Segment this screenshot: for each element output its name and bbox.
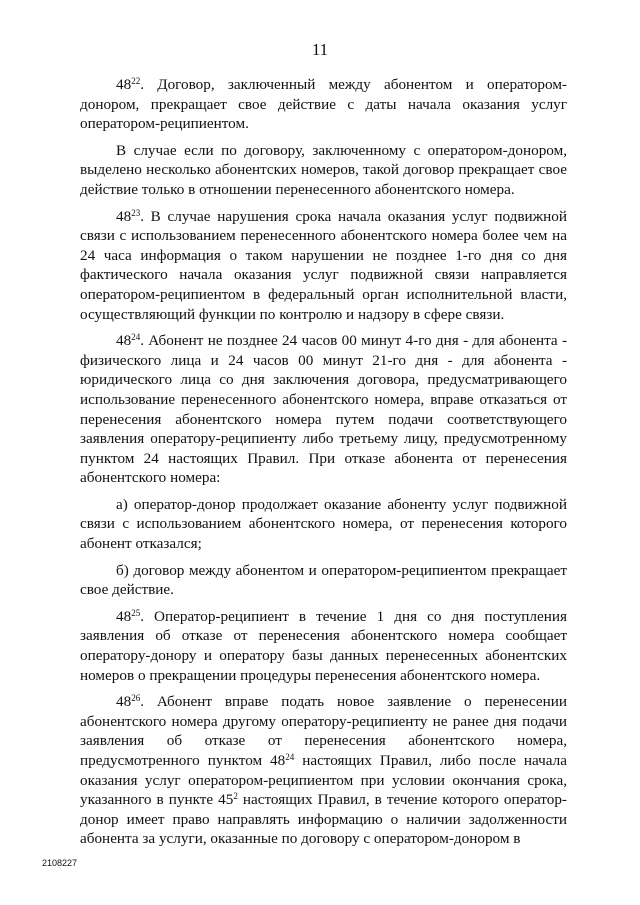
paragraph xyxy=(80,495,567,554)
superscript: 26 xyxy=(131,693,141,704)
text-run: 48 xyxy=(116,207,132,225)
text-run: 48 xyxy=(116,332,132,350)
text-run: 48 xyxy=(116,76,132,93)
text-run: 48 xyxy=(116,693,132,711)
paragraph xyxy=(80,331,567,488)
document-code: 2108227 xyxy=(42,858,78,868)
paragraph xyxy=(80,141,567,200)
text-run: а) оператор-донор продолжает оказание абоненту услуг подвижной связи с использованием абонентского номера, от перенесения которого абонент отказался; xyxy=(80,495,567,553)
text-run: 48 xyxy=(116,607,132,625)
paragraph xyxy=(80,692,567,849)
superscript: 25 xyxy=(131,607,141,618)
superscript: 2 xyxy=(233,791,238,802)
text-run: . Абонент вправе подать новое заявление о перенесении абонентского номера другому оператору-реципиенту не ранее дня подачи заявления об отказе от перенесения абонентского номера, предусмотренного пунктом 48 xyxy=(80,693,567,769)
paragraph xyxy=(80,607,567,685)
text-run: б) договор между абонентом и оператором-реципиентом прекращает свое действие. xyxy=(80,561,567,599)
text-run: . Договор, заключенный между абонентом и оператором-донором, прекращает свое действие с даты начала оказания услуг оператором-реципиентом. xyxy=(80,76,567,133)
paragraph xyxy=(80,561,567,600)
paragraph xyxy=(80,207,567,325)
superscript: 23 xyxy=(131,207,141,218)
text-run: настоящих Правил, либо после начала оказания услуг оператором-реципиентом при условии окончания срока, указанного в пункте 45 xyxy=(80,752,567,809)
document-body xyxy=(80,75,567,849)
superscript: 24 xyxy=(285,752,295,762)
text-run: настоящих Правил, в течение которого оператор-донор имеет право направлять информацию о наличии задолженности абонента за услуги, оказанные по договору с оператором-донором в xyxy=(80,791,567,848)
page-number: 11 xyxy=(311,40,329,59)
superscript: 24 xyxy=(131,332,141,343)
superscript: 22 xyxy=(131,76,141,86)
text-run: В случае если по договору, заключенному с оператором-донором, выделено несколько абонентских номеров, такой договор прекращает свое действие только в отношении перенесенного абонентского номера. xyxy=(80,141,567,198)
text-run: . Оператор-реципиент в течение 1 дня со дня поступления заявления об отказе от перенесения абонентского номера сообщает оператору-донору и оператору базы данных перенесенных абонентских номеров о прекращении процедуры перенесения абонентского номера. xyxy=(80,607,567,684)
text-run: . В случае нарушения срока начала оказания услуг подвижной связи с использованием перенесенного абонентского номера более чем на 24 часа информация о таком нарушении не позднее 1-го дня со дня фактического начала оказания услуг подвижной связи направляется оператором-реципиентом в федеральный орган исполнительной власти, осуществляющий функции по контролю и надзору в сфере связи. xyxy=(80,207,567,323)
paragraph xyxy=(80,75,567,134)
text-run: . Абонент не позднее 24 часов 00 минут 4-го дня - для абонента - физического лица и 24 часов 00 минут 21-го дня - для абонента - юридического лица со дня заключения договора, предусматривающего использование перенесенного абонентского номера, вправе отказаться от перенесения абонентского номера путем подачи соответствующего заявления оператору-реципиенту либо третьему лицу, предусмотренному пунктом 24 настоящих Правил. При отказе абонента от перенесения абонентского номера: xyxy=(80,332,567,487)
